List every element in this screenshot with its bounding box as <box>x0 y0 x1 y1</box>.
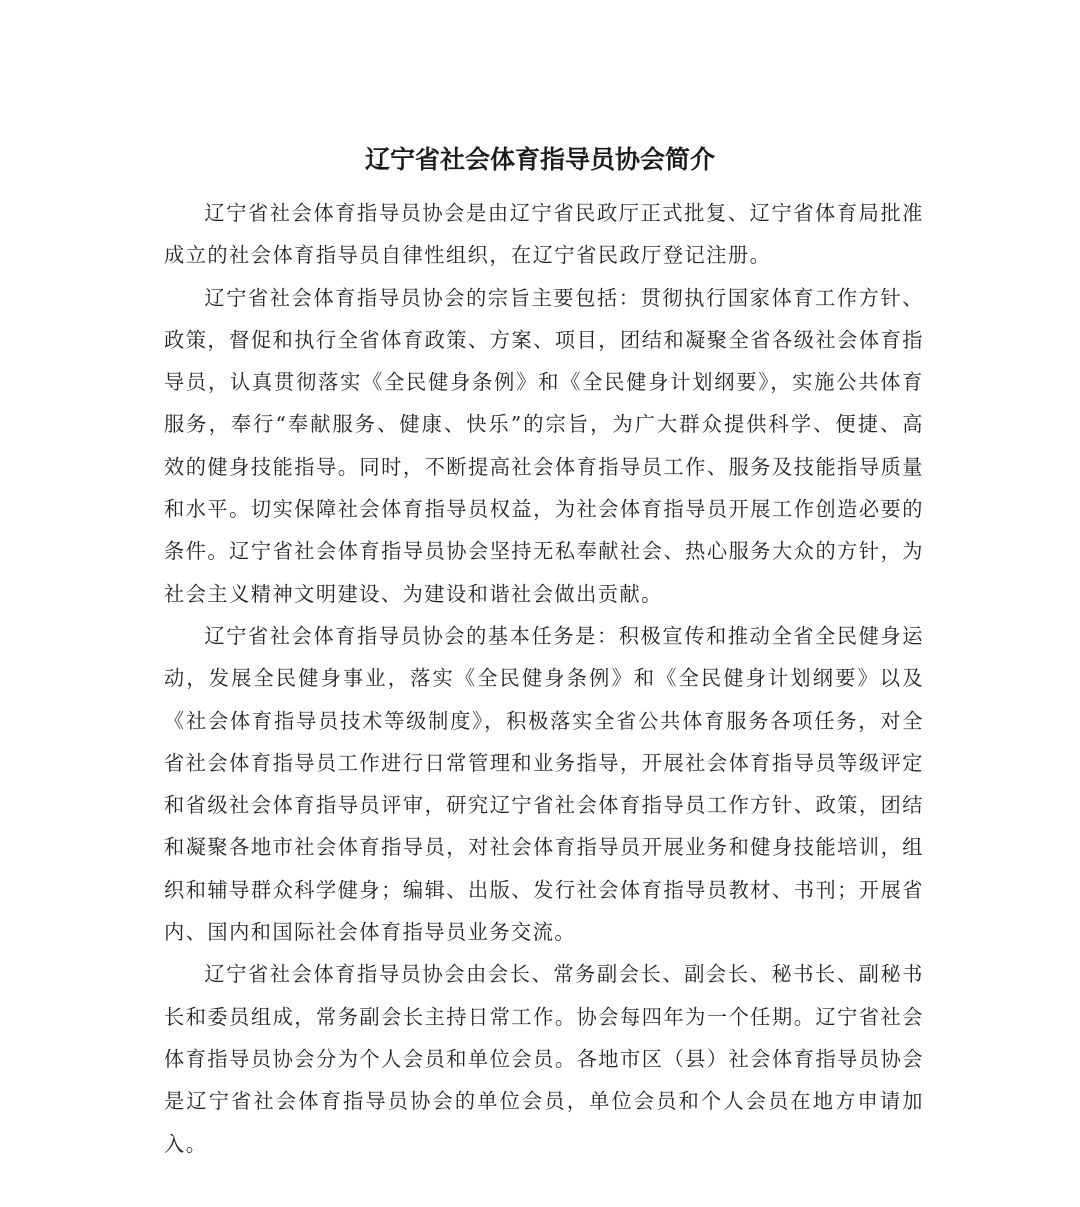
paragraph-intro: 辽宁省社会体育指导员协会是由辽宁省民政厅正式批复、辽宁省体育局批准成立的社会体育指导员自律性组织，在辽宁省民政厅登记注册。 <box>164 201 924 268</box>
paragraph-organization: 辽宁省社会体育指导员协会由会长、常务副会长、副会长、秘书长、副秘书长和委员组成，常务副会长主持日常工作。协会每四年为一个任期。辽宁省社会体育指导员协会分为个人会员和单位会员。各地市区（县）社会体育指导员协会是辽宁省社会体育指导员协会的单位会员，单位会员和个人会员在地方申请加入。 <box>164 962 924 1156</box>
paragraph-tasks: 辽宁省社会体育指导员协会的基本任务是：积极宣传和推动全省全民健身运动，发展全民健身事业，落实《全民健身条例》和《全民健身计划纲要》以及《社会体育指导员技术等级制度》，积极落实全省公共体育服务各项任务，对全省社会体育指导员工作进行日常管理和业务指导，开展社会体育指导员等级评定和省级社会体育指导员评审，研究辽宁省社会体育指导员工作方针、政策，团结和凝聚各地市社会体育指导员，对社会体育指导员开展业务和健身技能培训，组织和辅导群众科学健身；编辑、出版、发行社会体育指导员教材、书刊；开展省内、国内和国际社会体育指导员业务交流。 <box>164 623 924 945</box>
document-body <box>164 192 924 1165</box>
document-title: 辽宁省社会体育指导员协会简介 <box>364 145 715 174</box>
paragraph-purpose: 辽宁省社会体育指导员协会的宗旨主要包括：贯彻执行国家体育工作方针、政策，督促和执行全省体育政策、方案、项目，团结和凝聚全省各级社会体育指导员，认真贯彻落实《全民健身条例》和《全民健身计划纲要》，实施公共体育服务，奉行“奉献服务、健康、快乐”的宗旨，为广大群众提供科学、便捷、高效的健身技能指导。同时，不断提高社会体育指导员工作、服务及技能指导质量和水平。切实保障社会体育指导员权益，为社会体育指导员开展工作创造必要的条件。辽宁省社会体育指导员协会坚持无私奉献社会、热心服务大众的方针，为社会主义精神文明建设、为建设和谐社会做出贡献。 <box>164 285 924 606</box>
